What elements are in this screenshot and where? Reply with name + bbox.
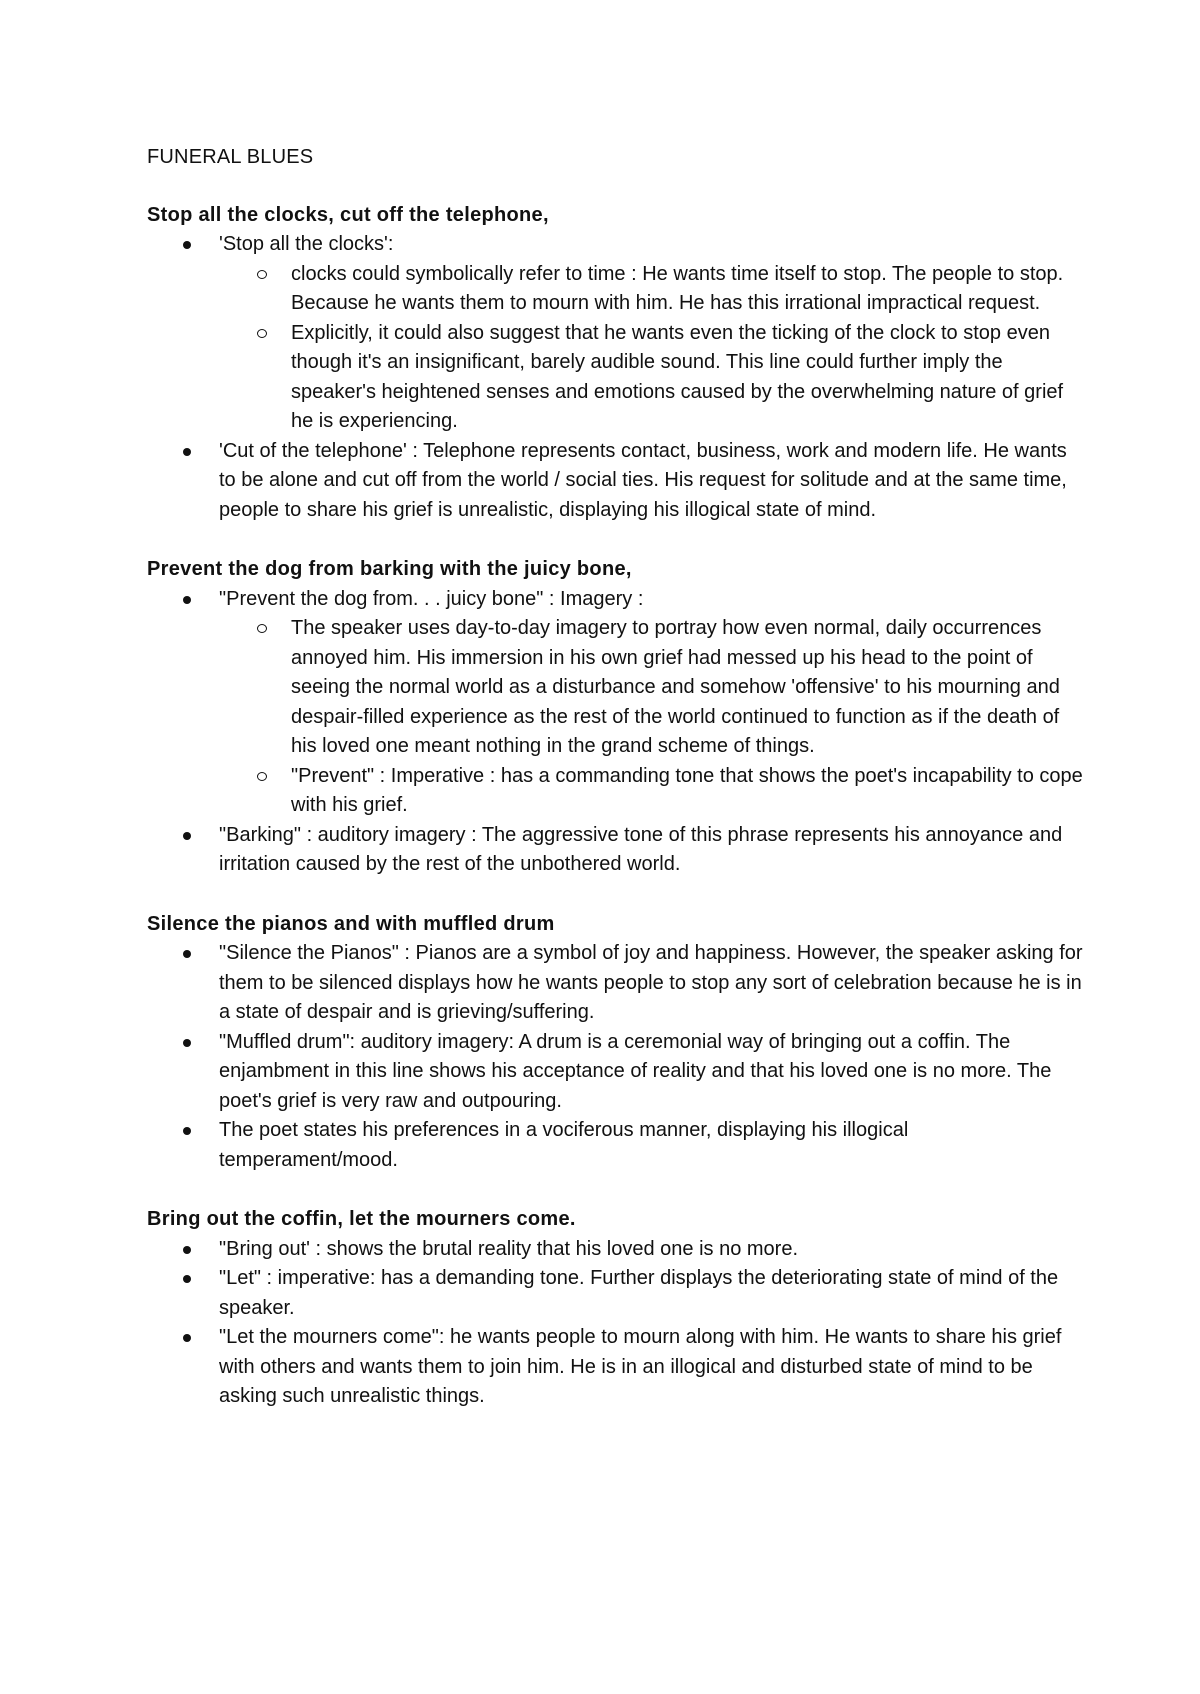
bullet-item [219,230,1087,437]
section-heading: Stop all the clocks, cut off the telephone, [147,203,549,226]
bullet-text: "Silence the Pianos" : Pianos are a symbol of joy and happiness. However, the speaker asking for them to be silenced displays how he wants people to stop any sort of celebration because he is in a state of despair and is grieving/suffering. [219,942,1083,1023]
sub-bullet-item: Explicitly, it could also suggest that he wants even the ticking of the clock to stop even though it's an insignificant, barely audible sound. This line could further imply the speaker's heightened senses and emotions caused by the overwhelming nature of grief he is experiencing. [291,319,1087,437]
bullet-item [219,1264,1087,1323]
sub-bullet-item: The speaker uses day-to-day imagery to portray how even normal, daily occurrences annoyed him. His immersion in his own grief had messed up his head to the point of seeing the normal world as a disturbance and somehow 'offensive' to his mourning and despair-filled experience as the rest of the world continued to function as if the death of his loved one meant nothing in the grand scheme of things. [291,614,1087,762]
bullet-list [147,939,1087,1175]
section-heading: Bring out the coffin, let the mourners come. [147,1208,576,1230]
section-heading: Silence the pianos and with muffled drum [147,912,555,935]
bullet-text: "Prevent the dog from. . . juicy bone" : Imagery : [219,587,644,610]
bullet-item [219,1028,1087,1117]
bullet-text: 'Stop all the clocks': [219,233,394,255]
bullet-item [219,821,1087,880]
sub-bullet-list [219,614,1087,821]
bullet-list [147,1235,1087,1412]
bullet-text: "Muffled drum": auditory imagery: A drum is a ceremonial way of bringing out a coffin. The enjambment in this line shows his acceptance of reality and that his loved one is no more. The poet's grief is very raw and outpouring. [219,1030,1052,1112]
bullet-list [147,230,1087,525]
sub-bullet-item: "Prevent" : Imperative : has a commanding tone that shows the poet's incapability to cope with his grief. [291,762,1087,821]
bullet-item [219,1235,1087,1265]
document-page [147,143,1087,1442]
bullet-list [147,585,1087,880]
sub-bullet-item: clocks could symbolically refer to time : He wants time itself to stop. The people to stop. Because he wants them to mourn with him. He has this irrational impractical request. [291,260,1087,319]
section-bring-out-coffin [147,1205,1087,1412]
bullet-item [219,437,1087,526]
bullet-text: "Barking" : auditory imagery : The aggressive tone of this phrase represents his annoyance and irritation caused by the rest of the unbothered world. [219,823,1063,875]
section-heading: Prevent the dog from barking with the juicy bone, [147,558,632,580]
section-prevent-dog [147,555,1087,880]
bullet-text: "Bring out' : shows the brutal reality that his loved one is no more. [219,1237,798,1260]
bullet-item [219,939,1087,1028]
bullet-text: 'Cut of the telephone' : Telephone represents contact, business, work and modern life. He wants to be alone and cut off from the world / social ties. His request for solitude and at the same time, people to share his grief is unrealistic, displaying his illogical state of mind. [219,439,1067,521]
document-title: FUNERAL BLUES [147,146,314,168]
sub-bullet-list [219,260,1087,437]
bullet-item [219,585,1087,821]
bullet-item [219,1323,1087,1412]
section-silence-pianos [147,910,1087,1176]
bullet-text: "Let the mourners come": he wants people to mourn along with him. He wants to share his grief with others and wants them to join him. He is in an illogical and disturbed state of mind to be asking such unrealistic things. [219,1326,1062,1407]
bullet-text: The poet states his preferences in a vociferous manner, displaying his illogical temperament/mood. [219,1119,909,1171]
bullet-item [219,1116,1087,1175]
section-stop-clocks [147,201,1087,526]
bullet-text: "Let" : imperative: has a demanding tone. Further displays the deteriorating state of mind of the speaker. [219,1267,1059,1319]
